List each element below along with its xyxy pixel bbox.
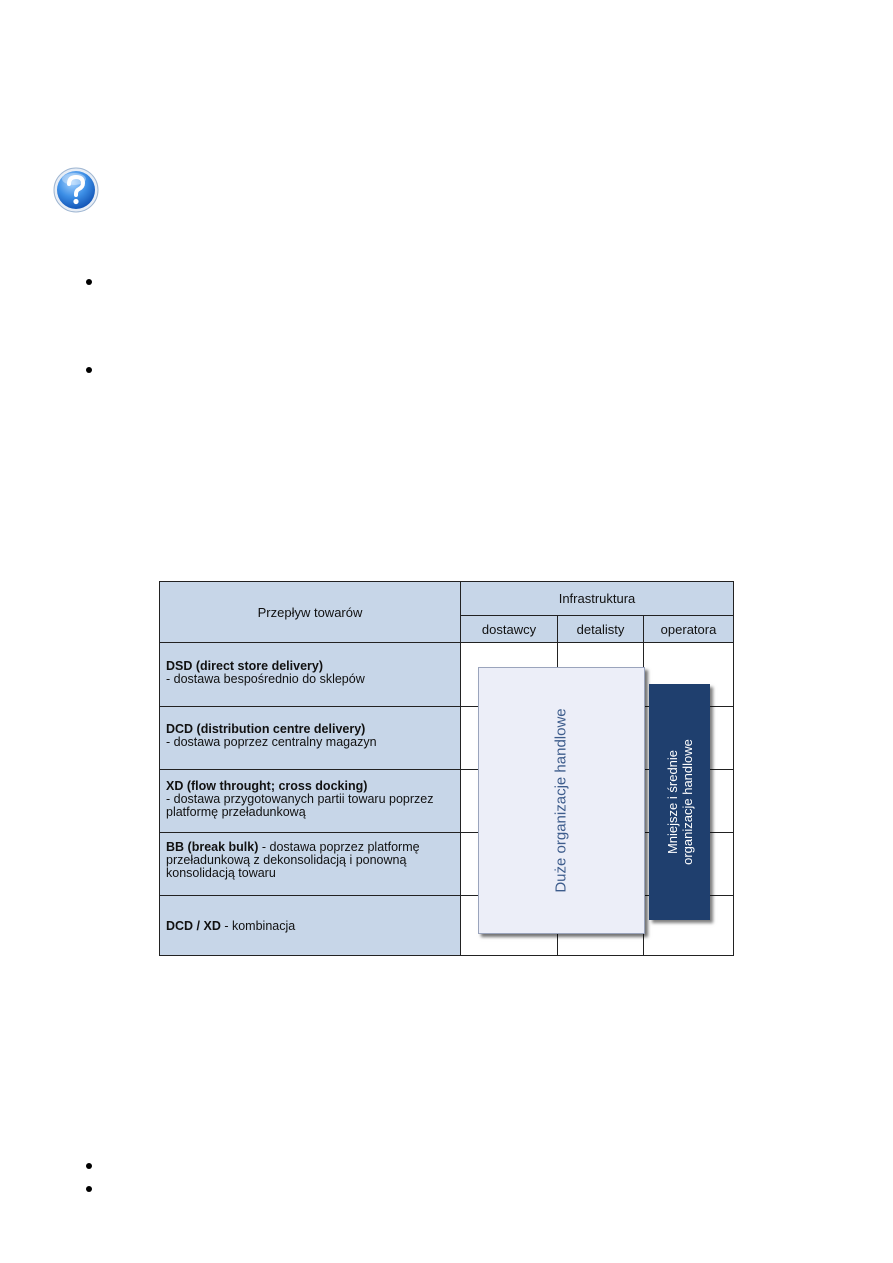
table-row: XD (flow throught; cross docking) - dostawa przygotowanych partii towaru poprzez platformę przeładunkową <box>159 769 461 833</box>
large-organizations-label: Duże organizacje handlowe <box>553 708 571 893</box>
table-row: BB (break bulk) - dostawa poprzez platformę przeładunkową z dekonsolidacją i ponowną konsolidacją towaru <box>159 832 461 896</box>
header-flow <box>159 581 461 643</box>
table-row: DSD (direct store delivery) - dostawa bespośrednio do sklepów <box>159 642 461 707</box>
header-flow-label: Przepływ towarów <box>257 604 363 620</box>
column-header: operatora <box>643 615 734 643</box>
header-infrastructure-label: Infrastruktura <box>558 591 636 606</box>
small-organizations-label: Mniejsze i średnie organizacje handlowe <box>664 739 695 865</box>
table-row: DCD (distribution centre delivery) - dostawa poprzez centralny magazyn <box>159 706 461 770</box>
small-organizations-box <box>649 684 710 920</box>
header-infrastructure <box>460 581 734 616</box>
bullet-1 <box>86 279 92 285</box>
large-organizations-box <box>478 667 645 934</box>
bullet-3 <box>86 1163 92 1169</box>
column-header: detalisty <box>557 615 644 643</box>
bullet-4 <box>86 1186 92 1192</box>
table-row: DCD / XD - kombinacja <box>159 895 461 956</box>
column-header: dostawcy <box>460 615 558 643</box>
bullet-2 <box>86 367 92 373</box>
question-icon <box>52 166 100 214</box>
